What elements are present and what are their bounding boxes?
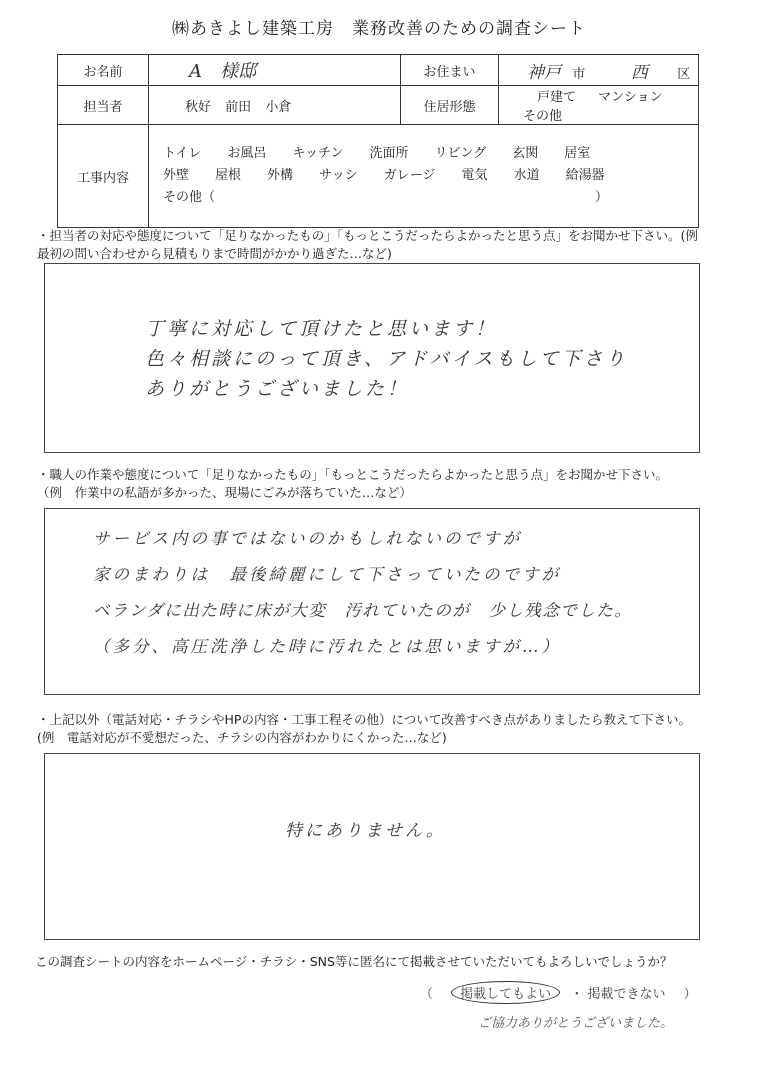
answer-2-line: 家のまわりは 最後綺麗にして下さっていたのですが [93, 565, 561, 584]
works-label: 工事内容 [58, 125, 149, 228]
works-other-label: その他（ [163, 190, 216, 205]
question-3: ・上記以外（電話対応・チラシやHPの内容・工事工程その他）について改善すべき点がありましたら教えて下さい。(例 電話対応が不愛想だった、チラシの内容がわかりにくかった…など) [37, 712, 691, 745]
consent-open: （ [420, 987, 434, 1002]
address-ward-suffix: 区 [677, 66, 691, 82]
works-option: 水道 [513, 168, 540, 183]
answer-2-line: （多分、高圧洗浄した時に汚れたとは思いますが…） [93, 637, 561, 656]
address-city: 神戸 [527, 62, 561, 83]
consent-option-yes[interactable]: 掲載してもよい [451, 981, 560, 1004]
name-label: お名前 [58, 55, 149, 86]
residence-options [499, 86, 699, 125]
residence-option: マンション [598, 90, 663, 105]
works-option: 外壁 [163, 168, 190, 183]
works-option: 居室 [564, 146, 591, 161]
works-option: 給湯器 [565, 168, 605, 183]
works-options [149, 125, 699, 228]
works-option: 屋根 [215, 168, 242, 183]
works-other-close: ） [595, 190, 609, 205]
works-option: サッシ [319, 168, 358, 183]
residence-label: 住居形態 [401, 86, 499, 125]
thanks-note: ご協力ありがとうございました。 [478, 1016, 674, 1031]
works-option: リビング [434, 146, 487, 161]
works-option: キッチン [292, 146, 344, 161]
name-value: A 様邸 [149, 55, 401, 86]
answer-box-3 [44, 753, 700, 940]
address-label: お住まい [401, 55, 499, 86]
question-2-text: ・職人の作業や態度について「足りなかったもの」「もっとこうだったらよかったと思う点」をお聞かせ下さい。 [37, 467, 669, 482]
question-2 [37, 466, 707, 502]
staff-list [149, 86, 401, 125]
question-2-example: （例 作業中の私語が多かった、現場にごみが落ちていた…など） [37, 485, 412, 500]
works-option: ガレージ [383, 168, 436, 183]
answer-box-1 [44, 263, 700, 453]
staff-item: 小倉 [265, 99, 292, 115]
answer-2-line: サービス内の事ではないのかもしれないのですが [93, 529, 522, 548]
sheet-title: ㈱あきよし建築工房 業務改善のための調査シート [172, 19, 586, 39]
consent-question: この調査シートの内容をホームページ・チラシ・SNS等に匿名にて掲載させていただいてもよろしいでしょうか？ [35, 954, 673, 969]
works-option: お風呂 [227, 146, 267, 161]
residence-option: その他 [523, 109, 563, 124]
staff-item: 秋好 [185, 99, 212, 115]
info-table [57, 54, 699, 228]
address-city-suffix: 市 [572, 66, 586, 82]
address-value [499, 55, 699, 86]
answer-3: 特にありません。 [285, 821, 447, 841]
works-option: トイレ [163, 146, 202, 161]
staff-item: 前田 [225, 99, 252, 115]
question-1: ・担当者の対応や態度について「足りなかったもの」「もっとこうだったらよかったと思う点」をお聞かせ下さい。(例 最初の問い合わせから見積もりまで時間がかかり過ぎた…など) [37, 228, 711, 261]
works-option: 電気 [461, 168, 488, 183]
answer-1-line: 丁寧に対応して頂けたと思います！ [145, 318, 498, 340]
staff-label: 担当者 [58, 86, 149, 125]
residence-option: 戸建て [537, 90, 577, 105]
consent-separator: ・ [570, 987, 584, 1002]
consent-choices [420, 981, 697, 1004]
works-option: 玄関 [512, 146, 539, 161]
works-option: 外構 [267, 168, 294, 183]
works-option: 洗面所 [369, 146, 409, 161]
consent-option-no[interactable]: 掲載できない [587, 987, 666, 1002]
answer-2-line: ベランダに出た時に床が大変 汚れていたのが 少し残念でした。 [93, 601, 633, 620]
answer-box-2 [44, 508, 700, 695]
answer-1-line: ありがとうございました！ [145, 378, 410, 400]
address-ward: 西 [630, 62, 648, 83]
answer-1-line: 色々相談にのって頂き、アドバイスもして下さり [145, 348, 628, 370]
consent-close: ） [683, 987, 697, 1002]
